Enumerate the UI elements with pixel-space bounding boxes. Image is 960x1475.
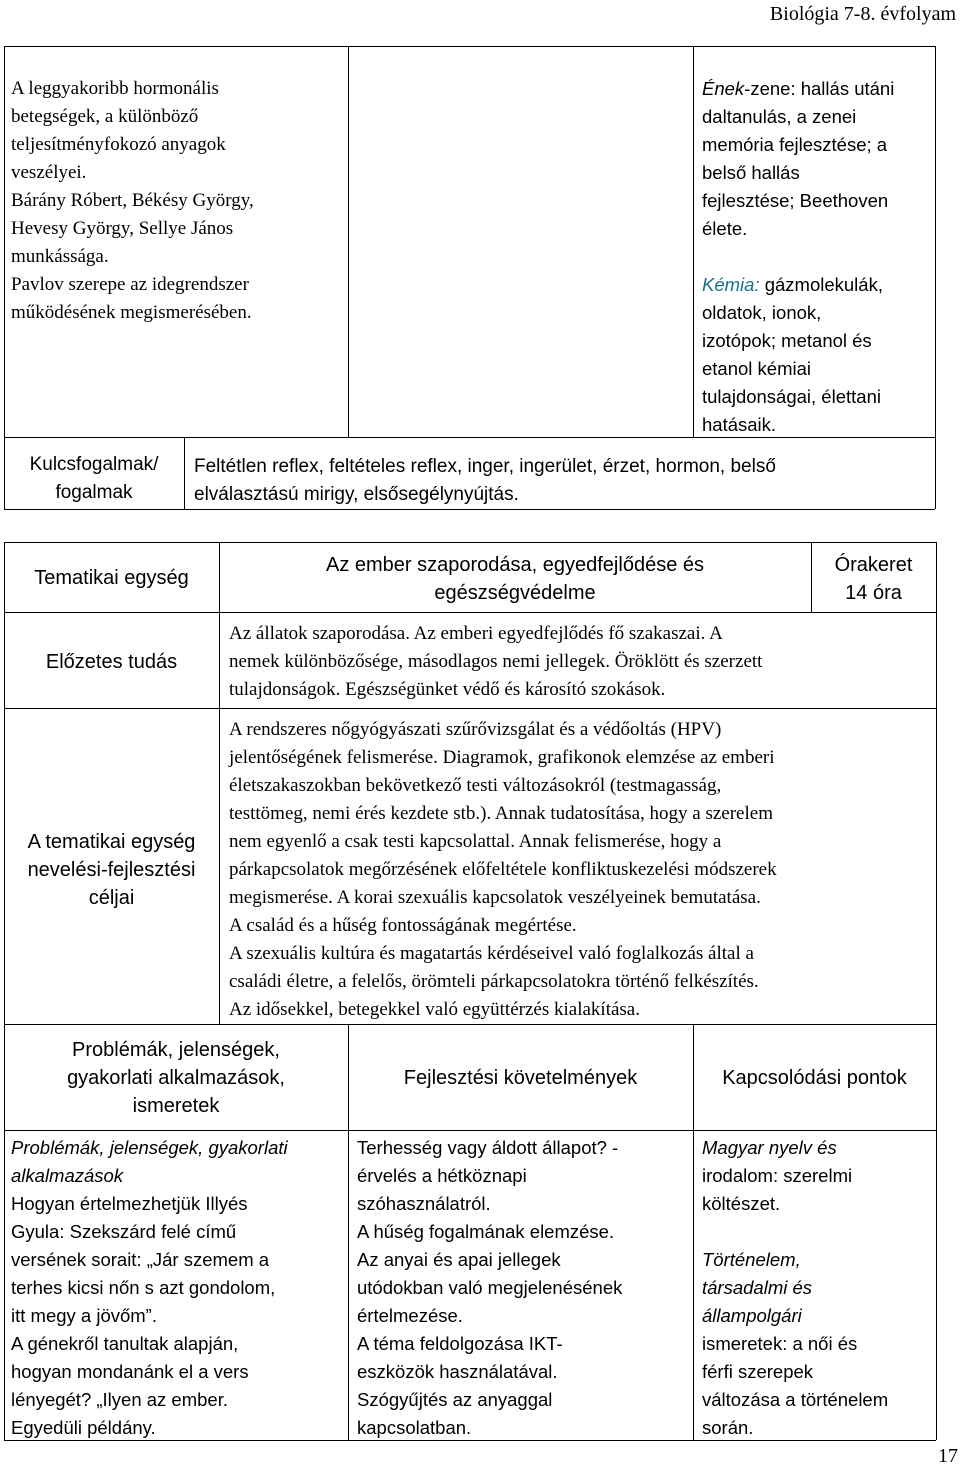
table1-col2-border: [693, 46, 694, 437]
topic-line: Bárány Róbert, Békésy György,: [11, 190, 254, 211]
kapcsolodasi-line: során.: [702, 1417, 754, 1438]
fejlesztesi-line: szóhasználatról.: [357, 1193, 491, 1214]
table2-row1-border: [4, 612, 936, 613]
kulcsfogalmak-label: [4, 451, 184, 507]
orakeret-label: Órakeret: [834, 554, 913, 576]
enek-connection: [702, 75, 934, 243]
kapcsolodasi-subject: társadalmi és: [702, 1277, 813, 1298]
table1-col1-border: [348, 46, 349, 437]
elozetes-tudas-label: Előzetes tudás: [45, 651, 178, 673]
problems-line: lényegét? „Ilyen az ember.: [11, 1389, 228, 1410]
kapcsolodasi-line: irodalom: szerelmi: [702, 1165, 853, 1186]
topic-line: munkássága.: [11, 246, 109, 267]
kapcsolodasi-line: változása a történelem: [702, 1389, 889, 1410]
problems-line: hogyan mondanánk el a vers: [11, 1361, 249, 1382]
table2-left-border: [4, 542, 5, 1440]
orakeret-value: 14 óra: [845, 582, 902, 604]
topic-line: Pavlov szerepe az idegrendszer: [11, 274, 249, 295]
topic-line: betegségek, a különböző: [11, 106, 199, 127]
topic-line: A leggyakoribb hormonális: [11, 78, 219, 99]
fejlesztesi-line: érvelés a hétköznapi: [357, 1165, 527, 1186]
kulcs-label-line: fogalmak: [55, 482, 133, 503]
fejlesztesi-line: eszközök használatával.: [357, 1361, 558, 1382]
enek-line: belső hallás: [702, 162, 800, 183]
enek-line: fejlesztése; Beethoven: [702, 190, 889, 211]
problems-line: Egyedüli példány.: [11, 1417, 156, 1438]
fejlesztesi-line: utódokban való megjelenésének: [357, 1277, 623, 1298]
celok-line: A szexuális kultúra és magatartás kérdéseivel való foglalkozás által a: [229, 943, 754, 964]
celok-line: testtömeg, nemi érés kezdete stb.). Annak tudatosítása, hogy a szerelem: [229, 803, 773, 824]
celok-label-line: A tematikai egység: [27, 831, 196, 853]
problems-line: versének sorait: „Jár szemem a: [11, 1249, 270, 1270]
enek-line: élete.: [702, 218, 748, 239]
celok-label-line: céljai: [88, 887, 135, 909]
kapcsolodasi-content: [702, 1134, 935, 1442]
fejlesztesi-line: kapcsolatban.: [357, 1417, 472, 1438]
elozetes-line: nemek különbözősége, másodlagos nemi jellegek. Öröklött és szerzett: [229, 651, 763, 672]
problems-header: [4, 1036, 348, 1120]
table2-row4-border: [4, 1130, 936, 1131]
celok-line: párkapcsolatok megőrzésének előfeltétele konfliktuskezelési módszerek: [229, 859, 777, 880]
problems-line: Gyula: Szekszárd felé című: [11, 1221, 237, 1242]
fejlesztesi-content: [357, 1134, 692, 1442]
celok-text: [229, 716, 934, 1024]
unit-title: [219, 551, 811, 607]
kemia-line: oldatok, ionok,: [702, 302, 822, 323]
table1-right-border: [935, 46, 936, 509]
kulcs-text-line: Feltétlen reflex, feltételes reflex, inger, ingerület, érzet, hormon, belső: [194, 456, 776, 477]
table2-row2-border: [4, 708, 936, 709]
unit-title-line: Az ember szaporodása, egyedfejlődése és: [325, 554, 704, 576]
enek-line: -zene: hallás utáni: [744, 78, 895, 99]
kapcsolodasi-line: költészet.: [702, 1193, 781, 1214]
fejlesztesi-line: A hűség fogalmának elemzése.: [357, 1221, 615, 1242]
kemia-line: tulajdonságai, élettani: [702, 386, 881, 407]
problems-line: A génekről tanultak alapján,: [11, 1333, 239, 1354]
table2-row3-border: [4, 1024, 936, 1025]
enek-subject: Ének: [702, 78, 745, 99]
elozetes-tudas-text: [229, 620, 934, 704]
kapcsolodasi-subject: Magyar nyelv és: [702, 1137, 837, 1158]
orakeret: [811, 551, 936, 607]
celok-line: családi életre, a felelős, örömteli párkapcsolatokra történő felkészítés.: [229, 971, 759, 992]
table2-right-border: [936, 542, 937, 1440]
page-number: 17: [938, 1445, 958, 1467]
topic-line: veszélyei.: [11, 162, 87, 183]
fejlesztesi-line: A téma feldolgozása IKT-: [357, 1333, 563, 1354]
table2-top-border: [4, 542, 936, 543]
topic-line: teljesítményfokozó anyagok: [11, 134, 226, 155]
problems-italic-line: alkalmazások: [11, 1165, 124, 1186]
topic-line: Hevesy György, Sellye János: [11, 218, 234, 239]
topic-content-list: [11, 75, 346, 327]
problems-line: itt megy a jövőm”.: [11, 1305, 157, 1326]
kapcsolodasi-spacer: [702, 1218, 935, 1246]
fejlesztesi-line: Az anyai és apai jellegek: [357, 1249, 561, 1270]
celok-line: jelentőségének felismerése. Diagramok, grafikonok elemzése az emberi: [229, 747, 775, 768]
kulcs-text-line: elválasztású mirigy, elsősegélynyújtás.: [194, 484, 519, 505]
kapcsolodasi-header: Kapcsolódási pontok: [722, 1067, 907, 1089]
elozetes-line: tulajdonságok. Egészségünket védő és károsító szokások.: [229, 679, 666, 700]
celok-line: Az idősekkel, betegekkel való együttérzés kialakítása.: [229, 999, 640, 1020]
kemia-line: etanol kémiai: [702, 358, 812, 379]
kemia-subject: Kémia:: [702, 274, 760, 295]
kulcs-label-line: Kulcsfogalmak/: [29, 454, 159, 475]
celok-line: megismerése. A korai szexuális kapcsolatok veszélyeinek bemutatása.: [229, 887, 761, 908]
celok-line: A család és a hűség fontosságának megértése.: [229, 915, 577, 936]
fejlesztesi-line: értelmezése.: [357, 1305, 463, 1326]
kapcsolodasi-line: ismeretek: a női és: [702, 1333, 858, 1354]
table1-kulcs-border: [184, 437, 185, 509]
course-header: Biológia 7-8. évfolyam: [769, 3, 956, 25]
celok-line: nem egyenlő a csak testi kapcsolattal. Annak felismerése, hogy a: [229, 831, 722, 852]
enek-line: daltanulás, a zenei: [702, 106, 857, 127]
celok-line: életszakaszokban bekövetkező testi változásokról (testmagasság,: [229, 775, 722, 796]
elozetes-line: Az állatok szaporodása. Az emberi egyedfejlődés fő szakaszai. A: [229, 623, 723, 644]
kapcsolodasi-subject: állampolgári: [702, 1305, 802, 1326]
problems-italic-line: Problémák, jelenségek, gyakorlati: [11, 1137, 288, 1158]
unit-title-line: egészségvédelme: [434, 582, 596, 604]
celok-label-line: nevelési-fejlesztési: [27, 859, 196, 881]
kemia-line: izotópok; metanol és: [702, 330, 872, 351]
celok-line: A rendszeres nőgyógyászati szűrővizsgálat és a védőoltás (HPV): [229, 719, 722, 740]
kemia-connection: [702, 271, 934, 439]
problems-line: Hogyan értelmezhetjük Illyés: [11, 1193, 248, 1214]
kapcsolodasi-subject: Történelem,: [702, 1249, 801, 1270]
fejlesztesi-header: Fejlesztési követelmények: [403, 1067, 638, 1089]
celok-label: [4, 828, 219, 912]
table1-bottom-border: [4, 509, 935, 510]
kulcsfogalmak-text: [194, 453, 934, 509]
fejlesztesi-line: Terhesség vagy áldott állapot? -: [357, 1137, 619, 1158]
topic-line: működésének megismerésében.: [11, 302, 252, 323]
kemia-line: gázmolekulák,: [759, 274, 883, 295]
kemia-line: hatásaik.: [702, 414, 777, 435]
problems-content: [11, 1134, 347, 1442]
table2-label-col-border: [219, 542, 220, 1024]
problems-header-line: gyakorlati alkalmazások,: [67, 1067, 285, 1089]
enek-line: memória fejlesztése; a: [702, 134, 888, 155]
kapcsolodasi-line: férfi szerepek: [702, 1361, 814, 1382]
problems-header-line: Problémák, jelenségek,: [72, 1039, 280, 1061]
tematikai-egyseg-label: Tematikai egység: [34, 567, 189, 589]
problems-header-line: ismeretek: [132, 1095, 220, 1117]
fejlesztesi-line: Szógyűjtés az anyaggal: [357, 1389, 553, 1410]
problems-line: terhes kicsi nőn s azt gondolom,: [11, 1277, 276, 1298]
table1-top-border: [4, 46, 935, 47]
table1-left-border: [4, 46, 5, 509]
